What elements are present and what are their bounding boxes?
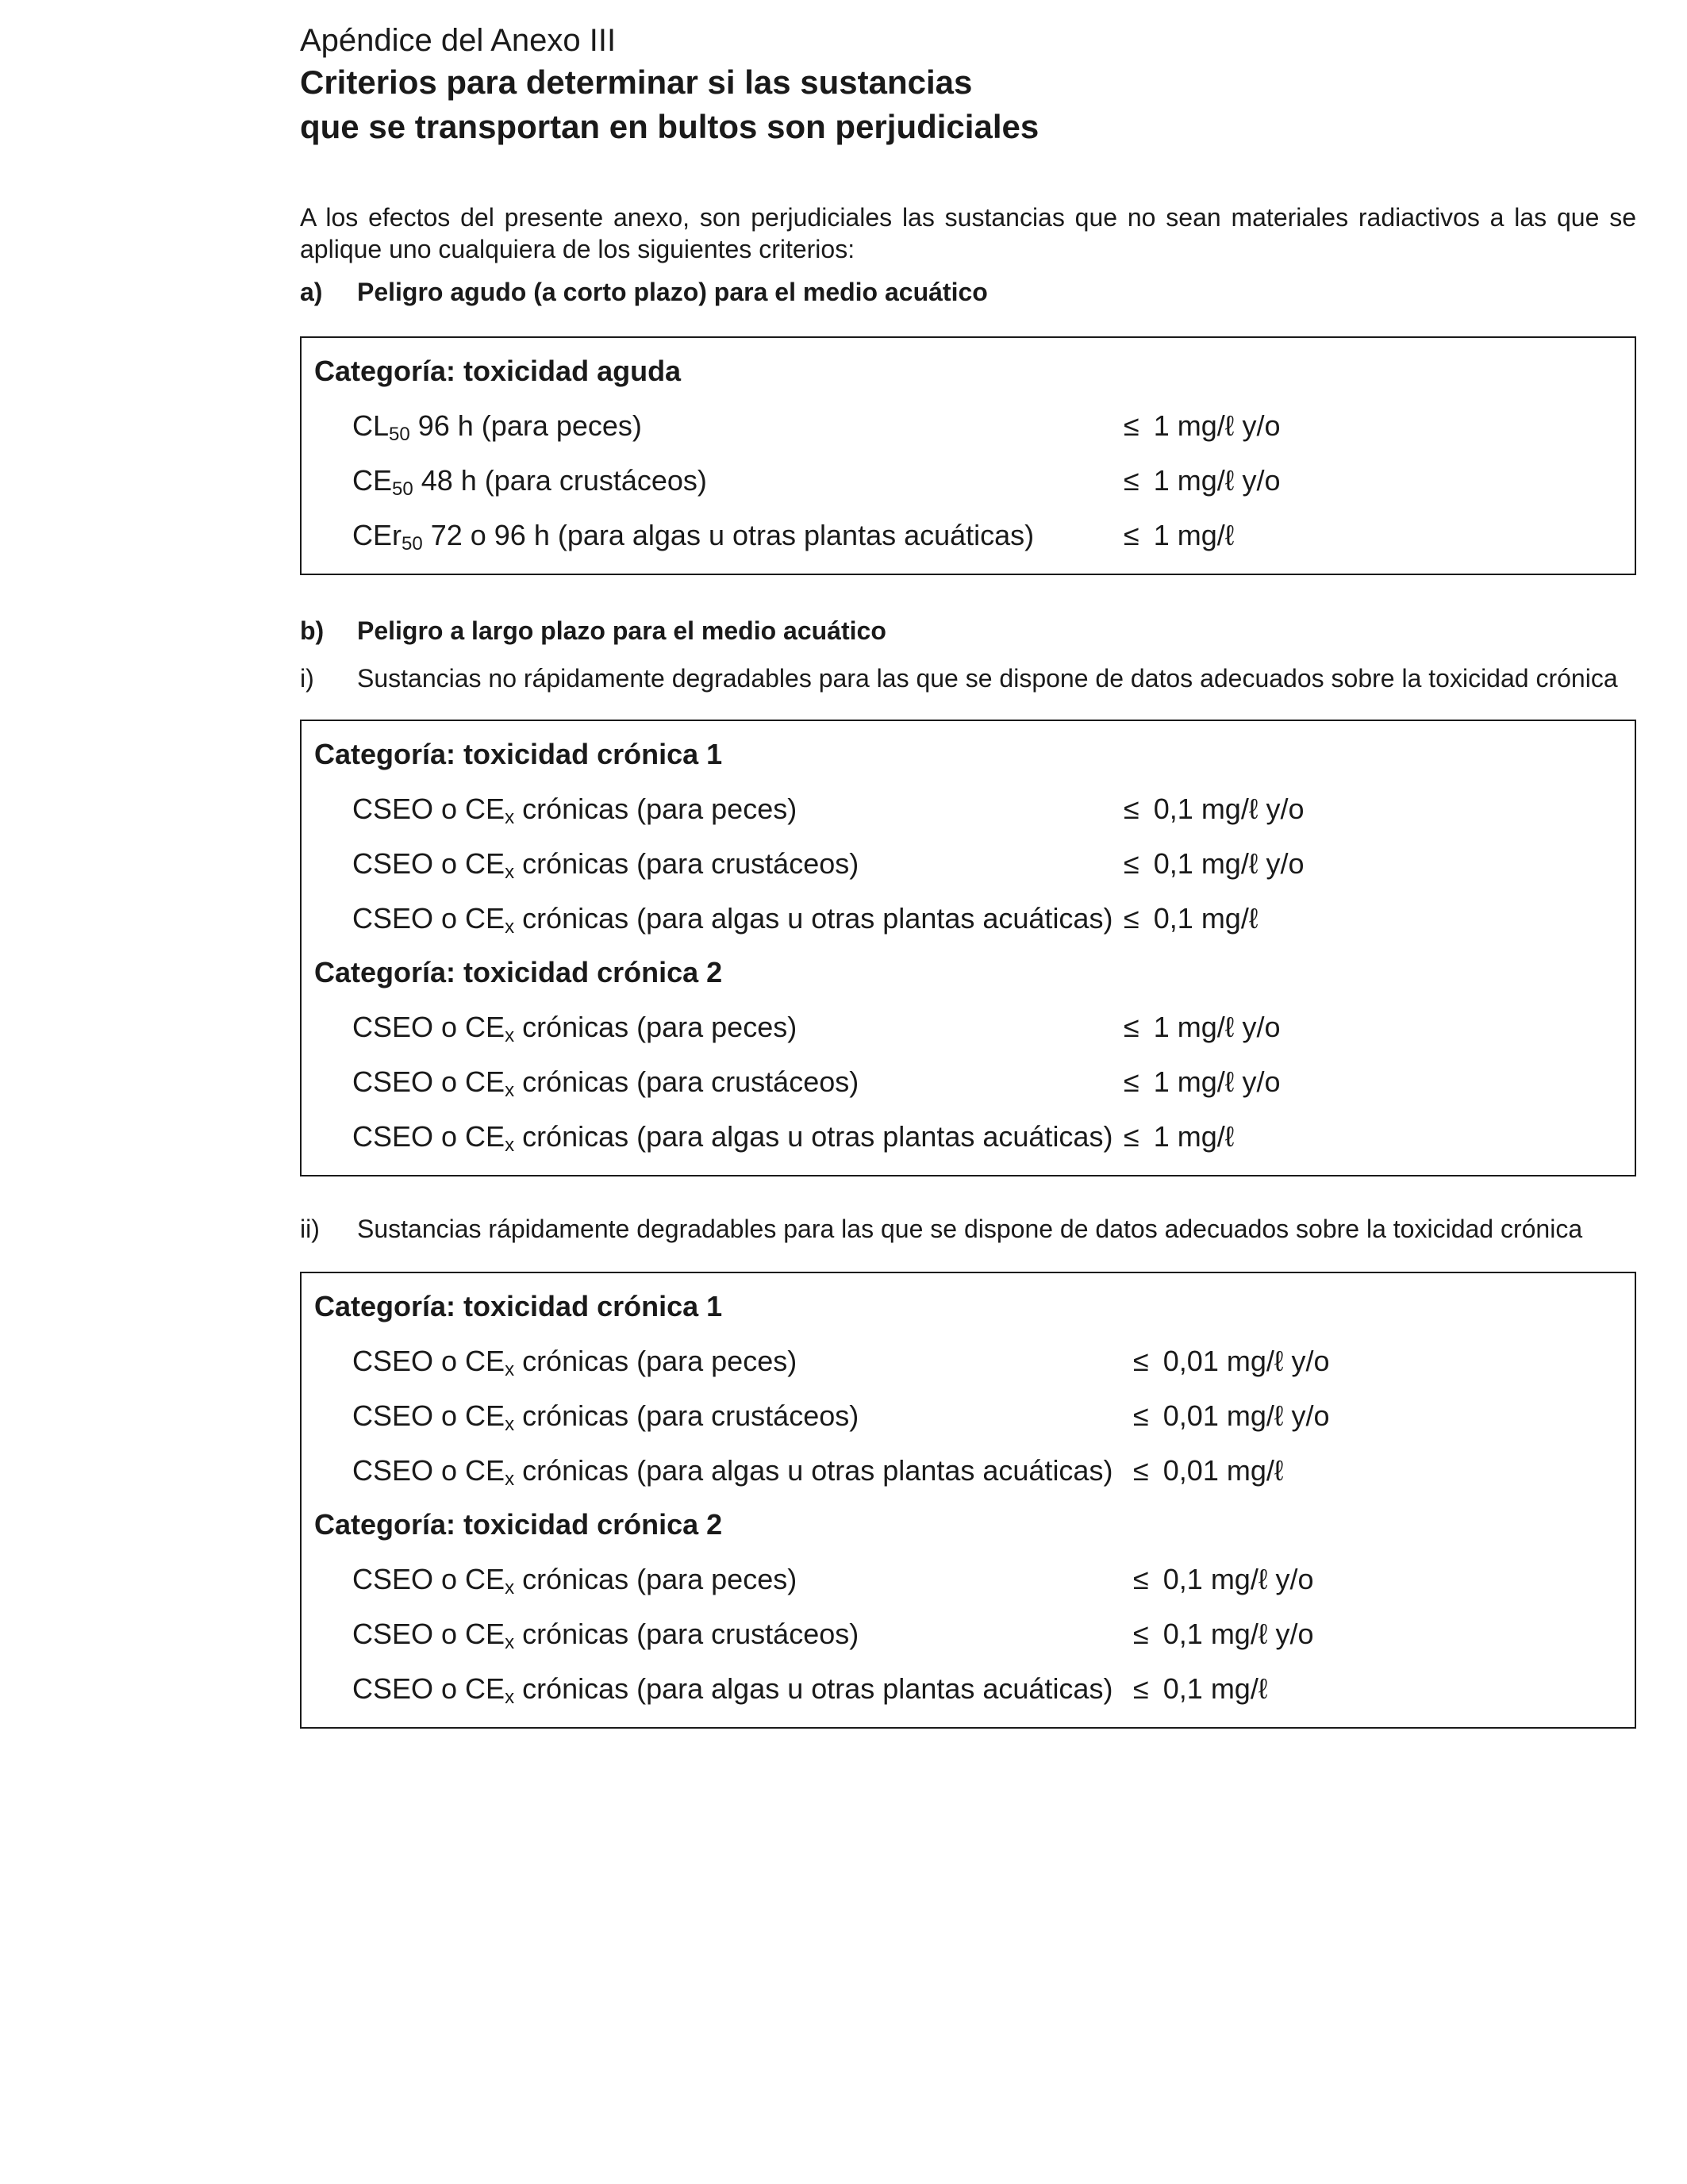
criterion-subscript: x bbox=[505, 916, 515, 938]
threshold-text: 0,1 mg/ℓ y/o bbox=[1145, 847, 1305, 880]
threshold-value bbox=[1124, 891, 1635, 946]
criterion-rest: crónicas (para algas u otras plantas acuáticas) bbox=[514, 902, 1113, 935]
threshold-text: 1 mg/ℓ bbox=[1145, 519, 1235, 551]
criterion-label bbox=[302, 1000, 1124, 1054]
threshold-value bbox=[1124, 1000, 1635, 1054]
criterion-rest: 96 h (para peces) bbox=[409, 409, 642, 442]
criterion-subscript: x bbox=[505, 1632, 515, 1653]
criterion-prefix: CL bbox=[352, 409, 390, 442]
less-or-equal-symbol: ≤ bbox=[1124, 1120, 1139, 1153]
document-title-line-2: que se transportan en bultos son perjudiciales bbox=[300, 108, 1039, 145]
threshold-text: 1 mg/ℓ y/o bbox=[1145, 1065, 1281, 1098]
threshold-value bbox=[1133, 1443, 1635, 1498]
less-or-equal-symbol: ≤ bbox=[1124, 519, 1139, 551]
threshold-text: 0,1 mg/ℓ y/o bbox=[1155, 1563, 1314, 1595]
less-or-equal-symbol: ≤ bbox=[1133, 1399, 1149, 1432]
less-or-equal-symbol: ≤ bbox=[1124, 847, 1139, 880]
category-heading: Categoría: toxicidad aguda bbox=[314, 355, 682, 387]
criterion-subscript: x bbox=[505, 1134, 515, 1156]
threshold-text: 1 mg/ℓ y/o bbox=[1145, 1011, 1281, 1043]
criterion-label bbox=[302, 453, 1124, 508]
criterion-prefix: CE bbox=[352, 464, 393, 497]
criterion-prefix: CSEO o CE bbox=[352, 1399, 505, 1432]
criterion-rest: crónicas (para peces) bbox=[514, 1563, 797, 1595]
criterion-row bbox=[302, 891, 1635, 946]
criterion-prefix: CSEO o CE bbox=[352, 1672, 505, 1705]
less-or-equal-symbol: ≤ bbox=[1133, 1345, 1149, 1377]
criterion-label bbox=[302, 1388, 1133, 1443]
chronic-toxicity-table-i bbox=[300, 720, 1636, 1176]
section-a-marker: a) bbox=[300, 278, 323, 306]
subsection-ii-text: Sustancias rápidamente degradables para las que se dispone de datos adecuados sobre la toxicidad crónica bbox=[357, 1215, 1583, 1243]
subsection-ii-marker: ii) bbox=[300, 1215, 320, 1243]
criterion-rest: crónicas (para algas u otras plantas acuáticas) bbox=[514, 1454, 1113, 1487]
criterion-rest: 48 h (para crustáceos) bbox=[413, 464, 707, 497]
criterion-row bbox=[302, 836, 1635, 891]
criterion-row bbox=[302, 1109, 1635, 1164]
chronic-toxicity-table-ii bbox=[300, 1272, 1636, 1729]
criterion-prefix: CSEO o CE bbox=[352, 1011, 505, 1043]
subsection-i bbox=[300, 662, 1636, 694]
threshold-text: 0,01 mg/ℓ y/o bbox=[1155, 1345, 1330, 1377]
criterion-label bbox=[302, 1054, 1124, 1109]
subsection-i-text: Sustancias no rápidamente degradables para las que se dispone de datos adecuados sobre la toxicidad crónica bbox=[357, 664, 1618, 693]
criterion-label bbox=[302, 1606, 1133, 1661]
category-heading: Categoría: toxicidad crónica 2 bbox=[314, 956, 723, 988]
less-or-equal-symbol: ≤ bbox=[1133, 1672, 1149, 1705]
criterion-subscript: x bbox=[505, 807, 515, 828]
threshold-value bbox=[1133, 1388, 1635, 1443]
less-or-equal-symbol: ≤ bbox=[1124, 902, 1139, 935]
criterion-subscript: 50 bbox=[389, 424, 410, 445]
threshold-text: 0,1 mg/ℓ y/o bbox=[1145, 793, 1305, 825]
document-title-line-1: Criterios para determinar si las sustancias bbox=[300, 63, 973, 101]
threshold-text: 0,1 mg/ℓ bbox=[1145, 902, 1259, 935]
criteria-rows bbox=[302, 1000, 1635, 1164]
criterion-rest: crónicas (para peces) bbox=[514, 793, 797, 825]
less-or-equal-symbol: ≤ bbox=[1133, 1618, 1149, 1650]
criterion-rest: crónicas (para crustáceos) bbox=[514, 1618, 859, 1650]
criterion-subscript: x bbox=[505, 1359, 515, 1380]
criteria-rows bbox=[302, 1334, 1635, 1498]
less-or-equal-symbol: ≤ bbox=[1133, 1454, 1149, 1487]
criterion-prefix: CEr bbox=[352, 519, 402, 551]
less-or-equal-symbol: ≤ bbox=[1124, 1011, 1139, 1043]
section-a-title: Peligro agudo (a corto plazo) para el medio acuático bbox=[357, 278, 988, 306]
criterion-rest: crónicas (para crustáceos) bbox=[514, 1399, 859, 1432]
criterion-prefix: CSEO o CE bbox=[352, 1120, 505, 1153]
criterion-rest: crónicas (para crustáceos) bbox=[514, 847, 859, 880]
criterion-rest: crónicas (para crustáceos) bbox=[514, 1065, 859, 1098]
criterion-row bbox=[302, 1552, 1635, 1606]
threshold-text: 1 mg/ℓ y/o bbox=[1145, 409, 1281, 442]
criterion-label bbox=[302, 781, 1124, 836]
criterion-label bbox=[302, 891, 1124, 946]
criterion-subscript: x bbox=[505, 1414, 515, 1435]
criterion-row bbox=[302, 1388, 1635, 1443]
criterion-row bbox=[302, 1334, 1635, 1388]
criterion-row bbox=[302, 453, 1635, 508]
criterion-label bbox=[302, 1334, 1133, 1388]
criterion-label bbox=[302, 1443, 1133, 1498]
criterion-label bbox=[302, 836, 1124, 891]
threshold-value bbox=[1124, 398, 1635, 453]
threshold-value bbox=[1124, 836, 1635, 891]
section-b-marker: b) bbox=[300, 616, 325, 645]
criterion-row bbox=[302, 781, 1635, 836]
threshold-value bbox=[1133, 1661, 1635, 1716]
threshold-text: 0,1 mg/ℓ y/o bbox=[1155, 1618, 1314, 1650]
threshold-value bbox=[1124, 1054, 1635, 1109]
threshold-text: 0,01 mg/ℓ bbox=[1155, 1454, 1284, 1487]
threshold-text: 0,1 mg/ℓ bbox=[1155, 1672, 1268, 1705]
criterion-rest: crónicas (para algas u otras plantas acuáticas) bbox=[514, 1120, 1113, 1153]
threshold-value bbox=[1133, 1606, 1635, 1661]
appendix-label: Apéndice del Anexo III bbox=[300, 23, 617, 58]
criterion-row bbox=[302, 508, 1635, 562]
threshold-value bbox=[1133, 1552, 1635, 1606]
criterion-prefix: CSEO o CE bbox=[352, 1454, 505, 1487]
criterion-subscript: x bbox=[505, 1468, 515, 1490]
section-b-title: Peligro a largo plazo para el medio acuático bbox=[357, 616, 886, 645]
threshold-value bbox=[1124, 508, 1635, 562]
section-b-heading bbox=[300, 615, 1636, 647]
threshold-text: 0,01 mg/ℓ y/o bbox=[1155, 1399, 1330, 1432]
category-heading: Categoría: toxicidad crónica 2 bbox=[314, 1508, 723, 1541]
threshold-value bbox=[1124, 453, 1635, 508]
criteria-rows bbox=[302, 1552, 1635, 1716]
criterion-prefix: CSEO o CE bbox=[352, 1065, 505, 1098]
threshold-value bbox=[1124, 1109, 1635, 1164]
criterion-prefix: CSEO o CE bbox=[352, 1563, 505, 1595]
less-or-equal-symbol: ≤ bbox=[1124, 1065, 1139, 1098]
document-content bbox=[300, 21, 1636, 1729]
criterion-prefix: CSEO o CE bbox=[352, 902, 505, 935]
criterion-prefix: CSEO o CE bbox=[352, 1345, 505, 1377]
criterion-label bbox=[302, 398, 1124, 453]
criterion-label bbox=[302, 1552, 1133, 1606]
subsection-ii bbox=[300, 1213, 1636, 1245]
criterion-row bbox=[302, 1443, 1635, 1498]
criterion-prefix: CSEO o CE bbox=[352, 1618, 505, 1650]
criterion-row bbox=[302, 398, 1635, 453]
criterion-subscript: 50 bbox=[392, 478, 413, 500]
criterion-subscript: x bbox=[505, 862, 515, 883]
criterion-label bbox=[302, 1109, 1124, 1164]
section-a-heading bbox=[300, 276, 1636, 308]
criterion-prefix: CSEO o CE bbox=[352, 847, 505, 880]
threshold-text: 1 mg/ℓ y/o bbox=[1145, 464, 1281, 497]
category-heading: Categoría: toxicidad crónica 1 bbox=[314, 738, 723, 770]
criterion-rest: crónicas (para algas u otras plantas acuáticas) bbox=[514, 1672, 1113, 1705]
threshold-value bbox=[1133, 1334, 1635, 1388]
criterion-subscript: x bbox=[505, 1577, 515, 1599]
less-or-equal-symbol: ≤ bbox=[1124, 793, 1139, 825]
criterion-subscript: x bbox=[505, 1080, 515, 1101]
criteria-rows bbox=[302, 398, 1635, 562]
criterion-rest: 72 o 96 h (para algas u otras plantas acuáticas) bbox=[422, 519, 1035, 551]
criterion-rest: crónicas (para peces) bbox=[514, 1011, 797, 1043]
threshold-text: 1 mg/ℓ bbox=[1145, 1120, 1235, 1153]
subsection-i-marker: i) bbox=[300, 664, 314, 693]
less-or-equal-symbol: ≤ bbox=[1124, 464, 1139, 497]
criterion-row bbox=[302, 1606, 1635, 1661]
criterion-row bbox=[302, 1054, 1635, 1109]
category-heading: Categoría: toxicidad crónica 1 bbox=[314, 1290, 723, 1322]
criteria-rows bbox=[302, 781, 1635, 946]
criterion-subscript: 50 bbox=[402, 533, 423, 555]
criterion-label bbox=[302, 1661, 1133, 1716]
criterion-row bbox=[302, 1000, 1635, 1054]
criterion-prefix: CSEO o CE bbox=[352, 793, 505, 825]
acute-toxicity-table bbox=[300, 336, 1636, 575]
criterion-subscript: x bbox=[505, 1025, 515, 1046]
less-or-equal-symbol: ≤ bbox=[1124, 409, 1139, 442]
less-or-equal-symbol: ≤ bbox=[1133, 1563, 1149, 1595]
criterion-rest: crónicas (para peces) bbox=[514, 1345, 797, 1377]
criterion-label bbox=[302, 508, 1124, 562]
intro-paragraph: A los efectos del presente anexo, son perjudiciales las sustancias que no sean materiales radiactivos a las que se aplique uno cualquiera de los siguientes criterios: bbox=[300, 203, 1636, 263]
criterion-subscript: x bbox=[505, 1687, 515, 1708]
threshold-value bbox=[1124, 781, 1635, 836]
criterion-row bbox=[302, 1661, 1635, 1716]
